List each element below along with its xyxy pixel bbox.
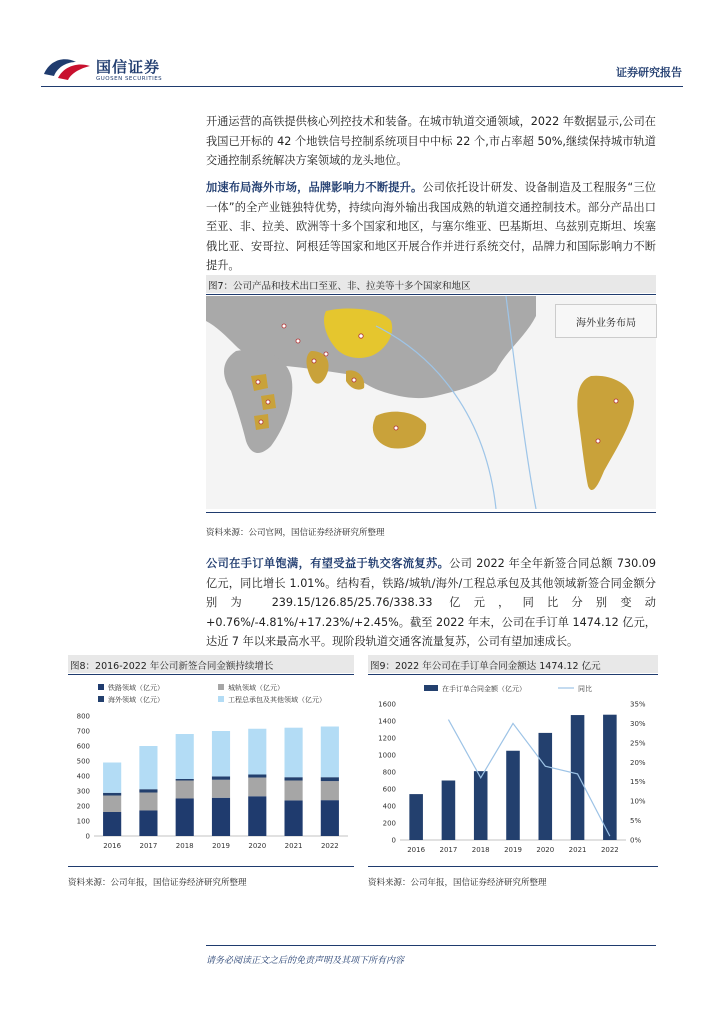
figure8-bottom-rule [68,866,354,867]
y-tick-label: 800 [382,768,396,777]
y-tick-label: 600 [382,785,396,794]
bar [539,733,553,840]
y-tick-label: 800 [76,712,90,721]
y2-tick-label: 25% [630,739,646,748]
figure8-chart [68,676,354,864]
x-tick-label: 2016 [103,842,122,850]
y-tick-label: 1400 [378,717,396,726]
paragraph-3 [206,554,656,652]
bar-segment [285,728,303,778]
legend-swatch-bar [424,685,438,691]
bar-segment [248,796,266,836]
bar-segment [321,800,339,836]
x-tick-label: 2020 [248,842,267,850]
bar [506,751,520,840]
footer-disclaimer: 请务必阅读正文之后的免责声明及其项下所有内容 [206,956,405,966]
bar-segment [176,799,194,837]
bar-segment [248,778,266,797]
bar-segment [176,734,194,779]
bar-segment [212,731,230,776]
bar-segment [139,789,157,792]
y-tick-label: 500 [76,757,90,766]
y2-tick-label: 0% [630,836,642,845]
bar-segment [285,781,303,801]
map-legend-label: 海外业务布局 [555,304,657,338]
y-tick-label: 1000 [378,751,396,760]
bar-segment [321,781,339,800]
bar [571,715,585,840]
x-tick-label: 2018 [175,842,194,850]
paragraph-2 [206,178,656,276]
y-tick-label: 200 [382,819,396,828]
figure9-top-rule [368,674,658,675]
bar-segment [285,800,303,836]
y2-tick-label: 10% [630,797,646,806]
x-tick-label: 2019 [212,842,230,850]
bar-segment [103,812,121,836]
figure7-title: 图7：公司产品和技术出口至亚、非、拉美等十多个国家和地区 [208,281,471,292]
header-divider [41,86,683,87]
logo-subtext: GUOSEN SECURITIES [96,76,163,82]
yoy-line [448,720,609,837]
legend-label-2: 海外领域（亿元） [108,696,164,704]
x-tick-label: 2022 [320,842,339,850]
bar-segment [321,727,339,778]
bar-segment [212,780,230,798]
x-tick-label: 2018 [471,846,490,854]
bar-segment [248,775,266,778]
paragraph-3-lead: 公司在手订单饱满，有望受益于轨交客流复苏。 [206,557,450,570]
y-tick-label: 200 [76,802,90,811]
y-tick-label: 600 [76,742,90,751]
legend-swatch-0 [98,684,104,690]
bar-segment [285,777,303,780]
legend-label-bar: 在手订单合同金额（亿元） [442,685,526,693]
figure9-chart [368,676,658,864]
x-tick-label: 2016 [407,846,426,854]
legend-label-3: 工程总承包及其他领域（亿元） [228,696,326,704]
figure7-source: 资料来源：公司官网，国信证券经济研究所整理 [206,528,385,538]
paragraph-2-lead: 加速布局海外市场，品牌影响力不断提升。 [206,181,423,194]
y2-tick-label: 35% [630,700,646,709]
bar-segment [103,796,121,813]
legend-label-line: 同比 [578,685,592,693]
x-tick-label: 2022 [600,846,619,854]
bar [603,715,617,840]
y-tick-label: 700 [76,727,90,736]
bar-segment [176,779,194,781]
x-tick-label: 2021 [568,846,587,854]
y-tick-label: 0 [85,832,90,841]
bar [474,771,488,840]
y2-tick-label: 15% [630,778,646,787]
y-tick-label: 400 [382,802,396,811]
y-tick-label: 100 [76,817,90,826]
bar-segment [139,793,157,811]
legend-label-1: 城轨领域（亿元） [228,684,284,692]
y-tick-label: 0 [391,836,396,845]
figure9-title: 图9：2022 年公司在手订单合同金额达 1474.12 亿元 [370,661,601,672]
x-tick-label: 2017 [139,842,158,850]
bar-segment [139,746,157,789]
bar-segment [212,798,230,836]
legend-swatch-2 [98,696,104,702]
legend-label-0: 铁路领域（亿元） [108,684,164,692]
figure8-title: 图8：2016-2022 年公司新签合同金额持续增长 [70,661,274,672]
bar-segment [103,763,121,793]
y2-tick-label: 5% [630,817,642,826]
footer-rule [206,945,656,946]
guosen-logo-icon [40,52,96,82]
logo-text: 国信证券 [96,58,161,76]
x-tick-label: 2019 [504,846,522,854]
bar [442,781,456,841]
figure8-source: 资料来源：公司年报，国信证券经济研究所整理 [68,878,247,888]
y2-tick-label: 20% [630,758,646,767]
figure9-source: 资料来源：公司年报，国信证券经济研究所整理 [368,878,547,888]
paragraph-2-body: 公司依托设计研发、设备制造及工程服务“三位一体”的全产业链独特优势，持续向海外输出我国成熟的轨道交通控制技术。部分产品出口至亚、非、拉美、欧洲等十多个国家和地区，与塞尔维亚、巴基斯坦、乌兹别克斯坦、埃塞俄比亚、安哥拉、阿根廷等国家和地区开展合作并进行系统交付，品牌力和国际影响力不断提升。 [206,181,656,272]
y2-tick-label: 30% [630,719,646,728]
bar-segment [176,781,194,799]
y-tick-label: 400 [76,772,90,781]
legend-swatch-1 [218,684,224,690]
bar [409,794,423,840]
y-tick-label: 1200 [378,734,396,743]
bar-segment [103,793,121,796]
bar-segment [139,811,157,837]
x-tick-label: 2020 [536,846,555,854]
legend-swatch-3 [218,696,224,702]
bar-segment [212,776,230,779]
paragraph-1: 开通运营的高铁提供核心列控技术和装备。在城市轨道交通领域，2022 年数据显示,公司在我国已开标的 42 个地铁信号控制系统项目中中标 22 个,市占率超 50%,继续保持城市轨道交通控制系统解决方案领域的龙头地位。 [206,115,656,167]
figure8-top-rule [68,674,354,675]
report-type: 证券研究报告 [616,66,682,79]
y-tick-label: 300 [76,787,90,796]
map-south-america [577,376,634,490]
bar-segment [248,729,266,775]
x-tick-label: 2017 [439,846,458,854]
figure7-bottom-rule [206,512,656,513]
figure7-top-rule [206,294,656,295]
x-tick-label: 2021 [284,842,303,850]
figure9-bottom-rule [368,866,658,867]
paragraph-3-body: 公司 2022 年全年新签合同总额 730.09 亿元，同比增长 1.01%。结构看，铁路/城轨/海外/工程总承包及其他领域新签合同金额分别为 239.15/126.85/25.76/338.33 亿元，同比分别变动+0.76%/-4.81%/+17.23%/+2.45%。截至 2022 年末，公司在手订单 1474.12 亿元，达近 7 年以来最高水平。现阶段轨道交通客流量复苏，公司有望加速成长。 [206,557,656,648]
bar-segment [321,777,339,781]
y-tick-label: 1600 [378,700,396,709]
